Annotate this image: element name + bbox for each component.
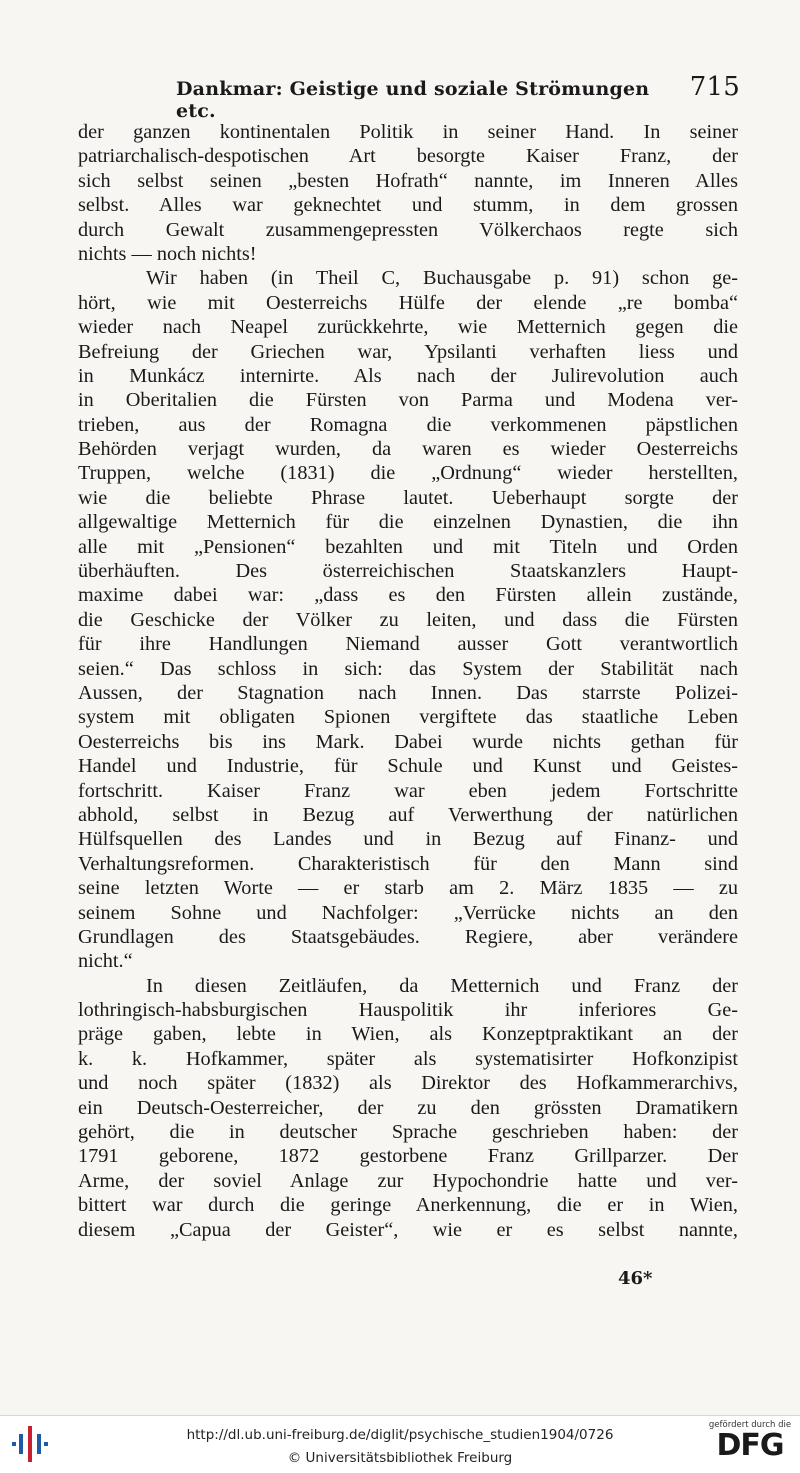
text-line: Truppen, welche (1831) die „Ordnung“ wieder herstellten,	[78, 462, 738, 485]
dfg-logo-text: DFG	[716, 1428, 784, 1463]
text-line: nichts — noch nichts!	[78, 242, 257, 265]
signature-mark: 46*	[618, 1268, 653, 1289]
text-line: alle mit „Pensionen“ bezahlten und mit Titeln und Orden	[78, 535, 738, 558]
text-line: In diesen Zeitläufen, da Metternich und Franz der	[146, 974, 738, 997]
text-line: system mit obligaten Spionen vergiftete das staatliche Leben	[78, 706, 738, 729]
text-line: Oesterreichs bis ins Mark. Dabei wurde nichts gethan für	[78, 730, 738, 753]
text-line: seien.“ Das schloss in sich: das System der Stabilität nach	[78, 657, 738, 680]
text-line: Wir haben (in Theil C, Buchausgabe p. 91) schon ge-	[146, 267, 738, 290]
text-line: Verhaltungsreformen. Charakteristisch für den Mann sind	[78, 852, 738, 875]
text-line: Hülfsquellen des Landes und in Bezug auf Finanz- und	[78, 828, 738, 851]
text-line: allgewaltige Metternich für die einzelnen Dynastien, die ihn	[78, 511, 738, 534]
text-line: abhold, selbst in Bezug auf Verwerthung der natürlichen	[78, 803, 738, 826]
text-line: lothringisch-habsburgischen Hauspolitik ihr inferiores Ge-	[78, 999, 738, 1022]
text-line: der ganzen kontinentalen Politik in seiner Hand. In seiner	[78, 121, 738, 143]
footer-url[interactable]: http://dl.ub.uni-freiburg.de/diglit/psychische_studien1904/0726	[186, 1427, 614, 1443]
page-number: 715	[689, 72, 740, 102]
text-line: seinem Sohne und Nachfolger: „Verrücke nichts an den	[78, 901, 738, 924]
text-line: bittert war durch die geringe Anerkennung, die er in Wien,	[78, 1194, 738, 1217]
body-text	[78, 120, 738, 1242]
text-line: k. k. Hofkammer, später als systematisirter Hofkonzipist	[78, 1047, 738, 1070]
running-head-title: Dankmar: Geistige und soziale Strömungen etc.	[176, 78, 650, 122]
text-line: für ihre Handlungen Niemand ausser Gott verantwortlich	[78, 633, 738, 656]
text-line: selbst. Alles war geknechtet und stumm, in dem grossen	[78, 194, 738, 217]
text-line: durch Gewalt zusammengepressten Völkerchaos regte sich	[78, 218, 738, 241]
text-line: die Geschicke der Völker zu leiten, und dass die Fürsten	[78, 608, 738, 631]
running-head	[176, 72, 740, 122]
text-line: fortschritt. Kaiser Franz war eben jedem Fortschritte	[78, 779, 738, 802]
text-line: und noch später (1832) als Direktor des Hofkammerarchivs,	[78, 1072, 738, 1095]
text-line: in Oberitalien die Fürsten von Parma und Modena ver-	[78, 389, 738, 412]
text-line: präge gaben, lebte in Wien, als Konzeptpraktikant an der	[78, 1023, 738, 1046]
text-line: Aussen, der Stagnation nach Innen. Das starrste Polizei-	[78, 681, 738, 704]
text-line: ein Deutsch-Oesterreicher, der zu den grössten Dramatikern	[78, 1096, 738, 1119]
footer-copyright: © Universitätsbibliothek Freiburg	[287, 1450, 513, 1466]
text-line: nicht.“	[78, 950, 133, 973]
text-line: Behörden verjagt wurden, da waren es wieder Oesterreichs	[78, 438, 738, 461]
text-line: trieben, aus der Romagna die verkommenen päpstlichen	[78, 413, 738, 436]
text-line: maxime dabei war: „dass es den Fürsten allein zustände,	[78, 584, 738, 607]
text-line: Handel und Industrie, für Schule und Kunst und Geistes-	[78, 755, 738, 778]
dfg-logo	[708, 1420, 792, 1462]
text-line: gehört, die in deutscher Sprache geschrieben haben: der	[78, 1121, 738, 1144]
text-line: sich selbst seinen „besten Hofrath“ nannte, im Inneren Alles	[78, 169, 738, 192]
text-line: hört, wie mit Oesterreichs Hülfe der elende „re bomba“	[78, 291, 738, 314]
text-line: in Munkácz internirte. Als nach der Julirevolution auch	[78, 364, 738, 387]
text-line: überhäuften. Des österreichischen Staatskanzlers Haupt-	[78, 560, 738, 583]
text-line: Befreiung der Griechen war, Ypsilanti verhaften liess und	[78, 340, 738, 363]
dfg-caption: gefördert durch die	[708, 1420, 792, 1430]
text-line: diesem „Capua der Geister“, wie er es selbst nannte,	[78, 1218, 738, 1241]
text-line: patriarchalisch-despotischen Art besorgte Kaiser Franz, der	[78, 145, 738, 168]
text-line: wieder nach Neapel zurückkehrte, wie Metternich gegen die	[78, 316, 738, 339]
text-line: Grundlagen des Staatsgebäudes. Regiere, aber verändere	[78, 925, 738, 948]
text-line: wie die beliebte Phrase lautet. Ueberhaupt sorgte der	[78, 486, 738, 509]
text-line: 1791 geborene, 1872 gestorbene Franz Grillparzer. Der	[78, 1145, 738, 1168]
text-line: seine letzten Worte — er starb am 2. März 1835 — zu	[78, 877, 738, 900]
text-line: Arme, der soviel Anlage zur Hypochondrie hatte und ver-	[78, 1169, 738, 1192]
